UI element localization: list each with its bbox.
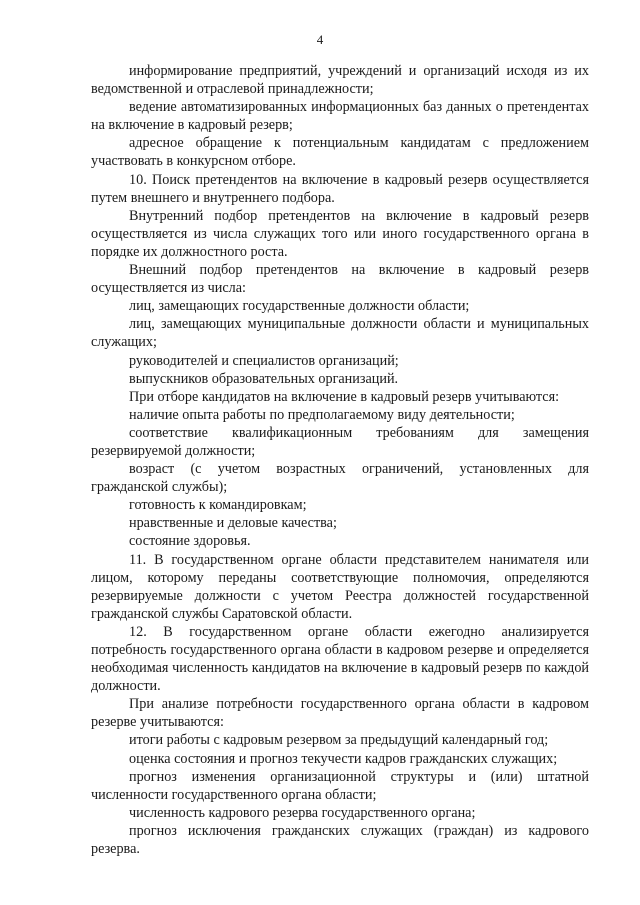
paragraph: Внешний подбор претендентов на включение в кадровый резерв осуществляется из числа: xyxy=(91,262,589,297)
paragraph: возраст (с учетом возрастных ограничений, установленных для гражданской службы); xyxy=(91,461,589,496)
paragraph: прогноз исключения гражданских служащих (граждан) из кадрового резерва. xyxy=(91,822,589,858)
paragraph: При отборе кандидатов на включение в кадровый резерв учитываются: xyxy=(129,388,560,405)
paragraph: руководителей и специалистов организаций; xyxy=(129,352,399,369)
paragraph: прогноз изменения организационной структуры и (или) штатной численности государственного органа области; xyxy=(91,768,589,803)
paragraph: численность кадрового резерва государственного органа; xyxy=(129,804,476,821)
paragraph: соответствие квалификационным требованиям для замещения резервируемой должности; xyxy=(91,424,589,459)
paragraph: выпускников образовательных организаций. xyxy=(129,370,399,387)
paragraph: Внутренний подбор претендентов на включение в кадровый резерв осуществляется из числа служащих того или иного государственного органа в порядке их должностного роста. xyxy=(91,207,589,260)
paragraph: наличие опыта работы по предполагаемому виду деятельности; xyxy=(129,406,515,423)
document-body xyxy=(91,62,589,858)
paragraph: 12. В государственном органе области ежегодно анализируется потребность государственного органа области в кадровом резерве и определяется необходимая численность кандидатов на включение в кадровый резерв по каждой должности. xyxy=(91,623,589,695)
page-number: 4 xyxy=(316,32,324,47)
paragraph: нравственные и деловые качества; xyxy=(129,515,337,532)
paragraph: состояние здоровья. xyxy=(129,533,251,550)
paragraph: оценка состояния и прогноз текучести кадров гражданских служащих; xyxy=(129,750,558,767)
paragraph: готовность к командировкам; xyxy=(129,497,307,514)
paragraph: адресное обращение к потенциальным кандидатам с предложением участвовать в конкурсном отборе. xyxy=(91,135,589,170)
paragraph: 10. Поиск претендентов на включение в кадровый резерв осуществляется путем внешнего и внутреннего подбора. xyxy=(91,171,589,206)
paragraph: лиц, замещающих муниципальные должности области и муниципальных служащих; xyxy=(91,316,589,351)
paragraph: информирование предприятий, учреждений и организаций исходя из их ведомственной и отраслевой принадлежности; xyxy=(91,63,589,98)
paragraph: итоги работы с кадровым резервом за предыдущий календарный год; xyxy=(129,732,549,749)
paragraph: При анализе потребности государственного органа области в кадровом резерве учитываются: xyxy=(91,696,589,731)
paragraph: лиц, замещающих государственные должности области; xyxy=(129,298,470,315)
paragraph: ведение автоматизированных информационных баз данных о претендентах на включение в кадровый резерв; xyxy=(91,99,589,134)
paragraph: 11. В государственном органе области представителем нанимателя или лицом, которому переданы соответствующие полномочия, определяются резервируемые должности с учетом Реестра должностей государственной гражданской службы Саратовской области. xyxy=(91,551,589,622)
